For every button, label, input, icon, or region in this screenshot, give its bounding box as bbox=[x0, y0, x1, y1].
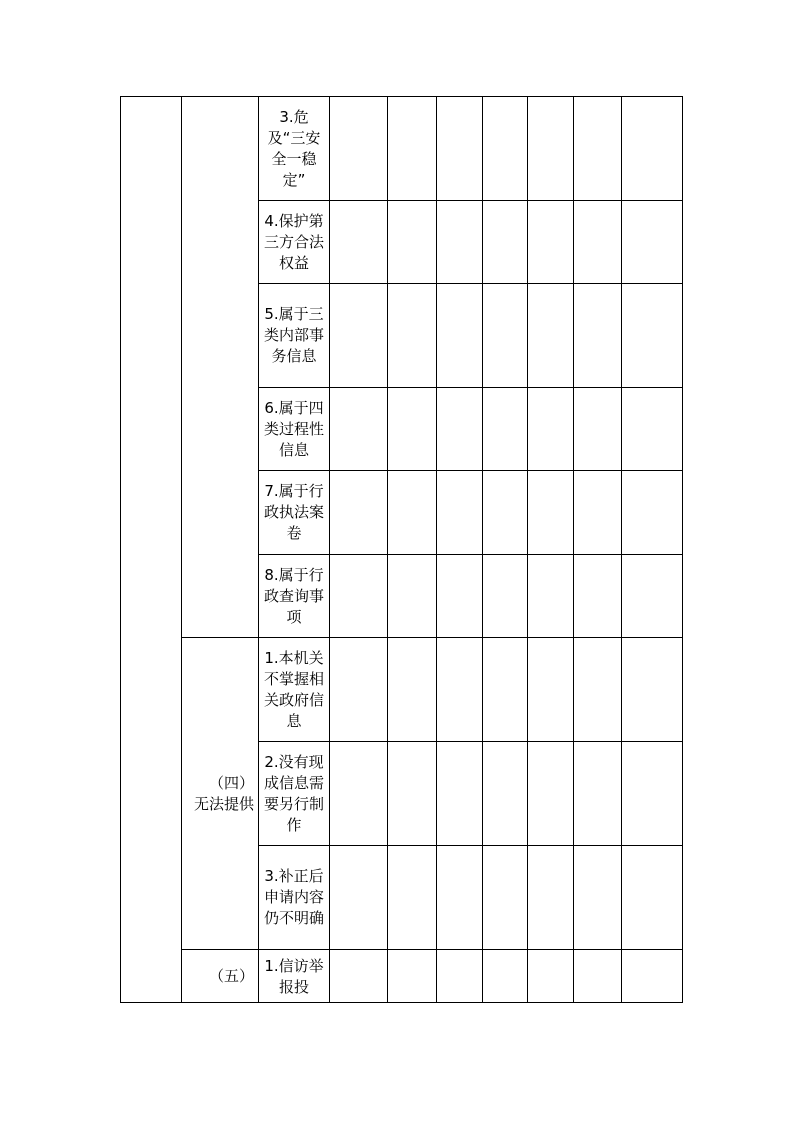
data-cell bbox=[483, 284, 528, 388]
data-cell bbox=[437, 950, 483, 1003]
table-row bbox=[121, 97, 683, 201]
row-label-cell bbox=[259, 471, 330, 555]
data-cell bbox=[622, 555, 683, 638]
group-label-line1: （五） bbox=[208, 966, 254, 985]
data-cell bbox=[388, 97, 437, 201]
row-label-cell bbox=[259, 284, 330, 388]
data-cell bbox=[528, 950, 574, 1003]
row-label: 3.补正后申请内容仍不明确 bbox=[263, 867, 324, 927]
data-cell bbox=[622, 638, 683, 742]
data-cell bbox=[437, 284, 483, 388]
data-cell bbox=[330, 638, 388, 742]
data-cell bbox=[388, 950, 437, 1003]
data-cell bbox=[622, 950, 683, 1003]
row-label: 8.属于行政查询事项 bbox=[263, 565, 324, 626]
data-cell bbox=[388, 471, 437, 555]
data-cell bbox=[330, 388, 388, 471]
data-cell bbox=[388, 638, 437, 742]
group-label-line2: 无法提供 bbox=[193, 794, 254, 813]
data-cell bbox=[622, 846, 683, 950]
data-cell bbox=[330, 471, 388, 555]
data-cell bbox=[330, 742, 388, 846]
data-cell bbox=[622, 284, 683, 388]
data-cell bbox=[483, 846, 528, 950]
group-label-cell bbox=[182, 950, 259, 1003]
data-cell bbox=[483, 742, 528, 846]
data-cell bbox=[437, 742, 483, 846]
data-cell bbox=[437, 471, 483, 555]
row-label-cell bbox=[259, 97, 330, 201]
data-cell bbox=[574, 846, 622, 950]
data-cell bbox=[330, 950, 388, 1003]
data-cell bbox=[437, 638, 483, 742]
data-cell bbox=[574, 284, 622, 388]
statistics-table bbox=[120, 96, 683, 1003]
data-cell bbox=[528, 742, 574, 846]
row-label: 1.信访举报投 bbox=[264, 957, 324, 996]
row-label: 1.本机关不掌握相关政府信息 bbox=[263, 648, 324, 730]
group-label-cell bbox=[182, 97, 259, 638]
data-cell bbox=[483, 555, 528, 638]
data-cell bbox=[388, 284, 437, 388]
row-label: 6.属于四类过程性信息 bbox=[263, 398, 324, 459]
data-cell bbox=[528, 388, 574, 471]
data-cell bbox=[330, 555, 388, 638]
data-cell bbox=[622, 388, 683, 471]
data-cell bbox=[622, 742, 683, 846]
data-cell bbox=[330, 284, 388, 388]
data-cell bbox=[574, 638, 622, 742]
group-label-line1: （四） bbox=[208, 773, 254, 792]
table-row bbox=[121, 638, 683, 742]
data-cell bbox=[330, 201, 388, 284]
data-cell bbox=[574, 471, 622, 555]
row-label: 4.保护第三方合法权益 bbox=[263, 211, 324, 272]
data-cell bbox=[437, 555, 483, 638]
data-cell bbox=[483, 471, 528, 555]
row-label: 7.属于行政执法案卷 bbox=[263, 482, 324, 542]
row-label: 5.属于三类内部事务信息 bbox=[263, 305, 324, 365]
data-cell bbox=[483, 201, 528, 284]
data-cell bbox=[437, 388, 483, 471]
data-cell bbox=[528, 846, 574, 950]
row-label-cell bbox=[259, 388, 330, 471]
row-label-cell bbox=[259, 950, 330, 1003]
data-cell bbox=[528, 284, 574, 388]
row-label-cell bbox=[259, 201, 330, 284]
data-cell bbox=[622, 97, 683, 201]
data-cell bbox=[528, 555, 574, 638]
data-cell bbox=[622, 471, 683, 555]
data-cell bbox=[388, 201, 437, 284]
data-cell bbox=[574, 742, 622, 846]
data-cell bbox=[483, 638, 528, 742]
data-cell bbox=[574, 950, 622, 1003]
data-cell bbox=[483, 950, 528, 1003]
group-label-cell bbox=[182, 638, 259, 950]
data-cell bbox=[388, 846, 437, 950]
data-cell bbox=[528, 638, 574, 742]
data-cell bbox=[330, 846, 388, 950]
data-cell bbox=[483, 97, 528, 201]
row-label-cell bbox=[259, 555, 330, 638]
data-cell bbox=[330, 97, 388, 201]
data-cell bbox=[528, 471, 574, 555]
data-cell bbox=[574, 97, 622, 201]
row-label: 2.没有现成信息需要另行制作 bbox=[263, 752, 324, 834]
row-label-cell bbox=[259, 742, 330, 846]
data-cell bbox=[574, 388, 622, 471]
table-row bbox=[121, 950, 683, 1003]
data-cell bbox=[622, 201, 683, 284]
row-label-cell bbox=[259, 846, 330, 950]
data-cell bbox=[574, 201, 622, 284]
data-cell bbox=[437, 97, 483, 201]
outer-category-cell bbox=[121, 97, 182, 1003]
data-cell bbox=[388, 555, 437, 638]
data-cell bbox=[388, 742, 437, 846]
data-cell bbox=[483, 388, 528, 471]
data-cell bbox=[437, 201, 483, 284]
data-cell bbox=[388, 388, 437, 471]
data-cell bbox=[528, 97, 574, 201]
data-cell bbox=[528, 201, 574, 284]
data-cell bbox=[437, 846, 483, 950]
row-label: 3.危及“三安全一稳定” bbox=[267, 107, 321, 189]
data-cell bbox=[574, 555, 622, 638]
row-label-cell bbox=[259, 638, 330, 742]
